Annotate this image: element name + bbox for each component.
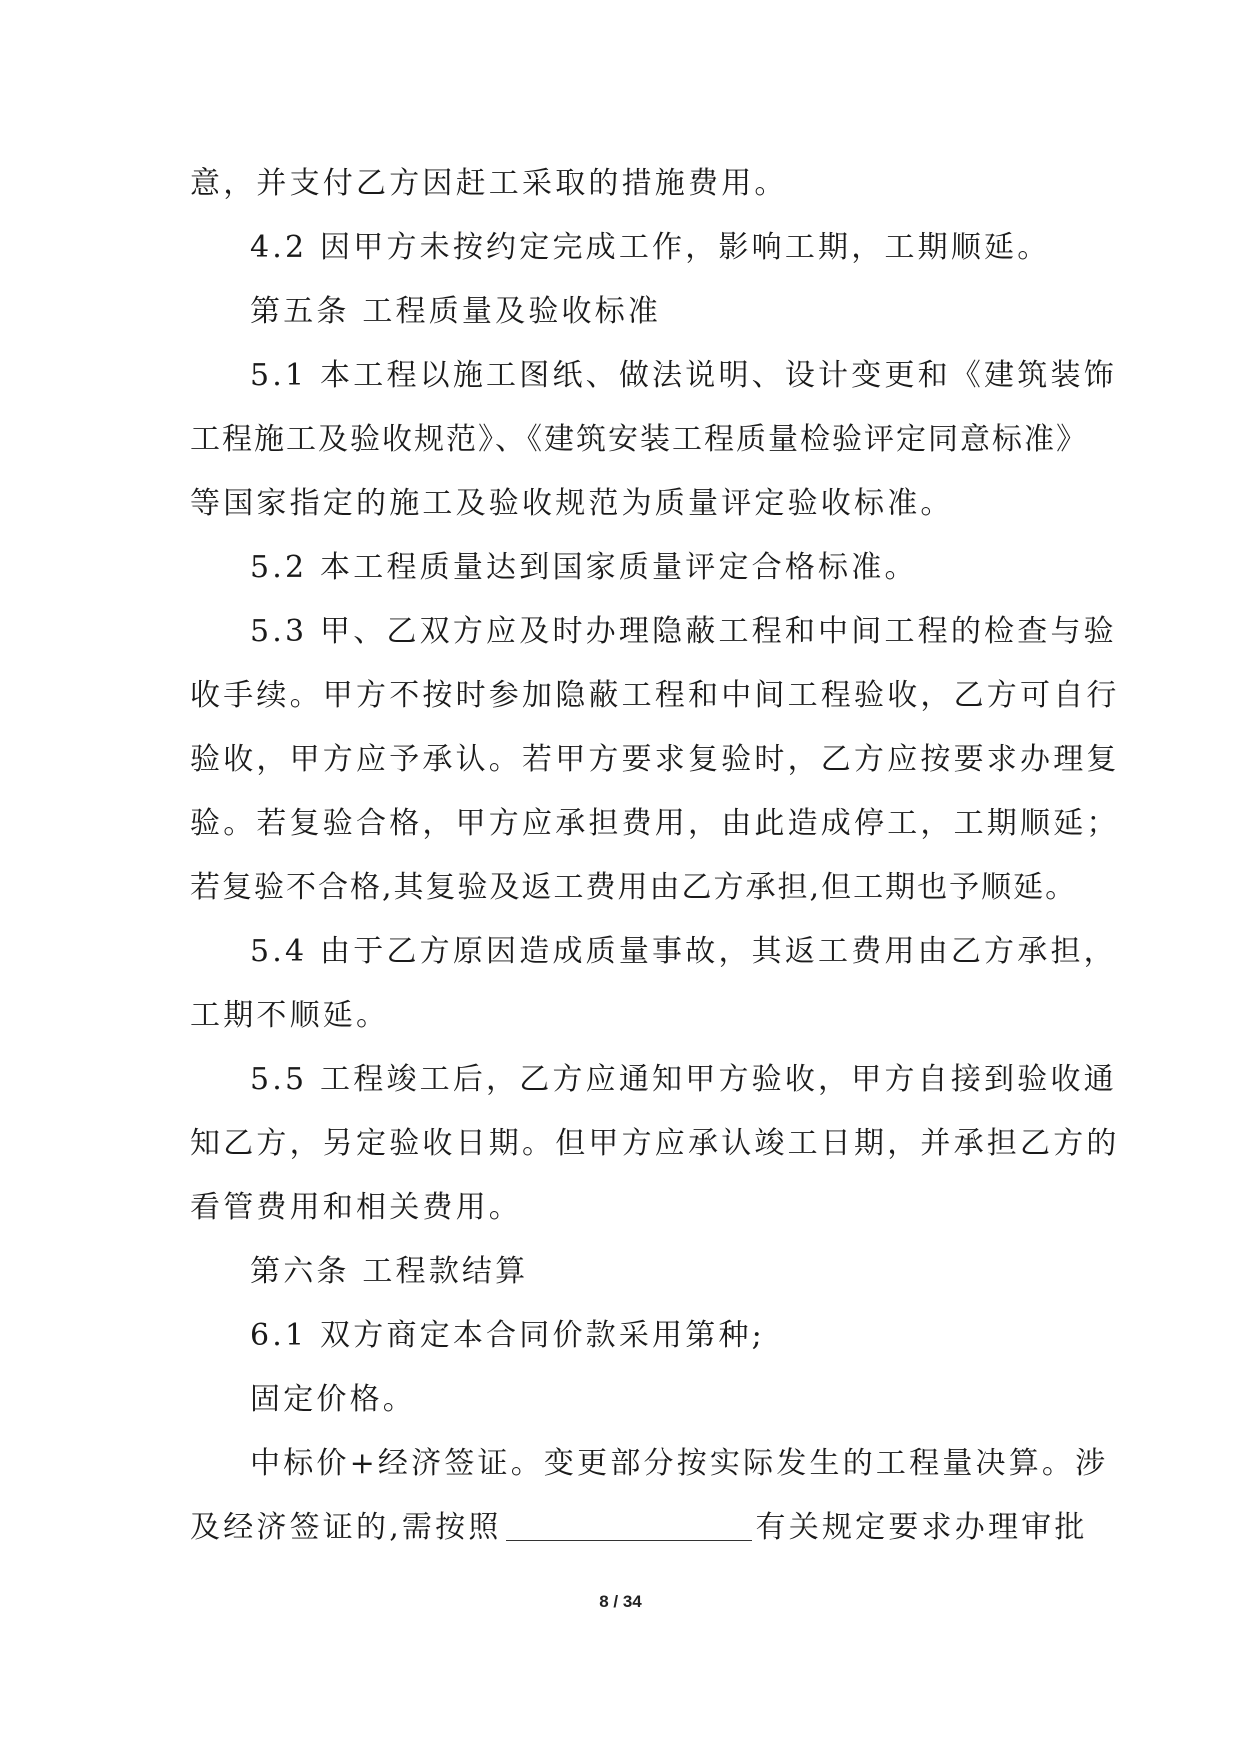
paragraph-line: 5.2 本工程质量达到国家质量评定合格标准。 [250,550,918,585]
paragraph-line: 5.4 由于乙方原因造成质量事故，其返工费用由乙方承担， [250,934,1117,969]
paragraph-line: 验。若复验合格，甲方应承担费用，由此造成停工，工期顺延； [190,806,1120,841]
paragraph-line: 等国家指定的施工及验收规范为质量评定验收标准。 [190,486,954,521]
paragraph-line: 5.1 本工程以施工图纸、做法说明、设计变更和《建筑装饰 [250,358,1117,393]
paragraph-line: 验收，甲方应予承认。若甲方要求复验时，乙方应按要求办理复 [190,742,1120,777]
line-text-before-blank: 及经济签证的,需按照 [190,1510,502,1545]
line-text-after-blank: 有关规定要求办理审批 [755,1510,1088,1545]
paragraph-line: 工期不顺延。 [190,998,390,1033]
page-number: 8 / 34 [599,1592,642,1611]
paragraph-line: 5.5 工程竣工后，乙方应通知甲方验收，甲方自接到验收通 [250,1062,1117,1097]
paragraph-line: 4.2 因甲方未按约定完成工作，影响工期，工期顺延。 [250,230,1051,265]
paragraph-line: 中标价+经济签证。变更部分按实际发生的工程量决算。涉 [250,1446,1109,1481]
section-heading: 第六条 工程款结算 [250,1254,529,1289]
fill-in-blank [506,1510,752,1541]
paragraph-line: 意，并支付乙方因赶工采取的措施费用。 [190,166,788,201]
paragraph-line: 知乙方，另定验收日期。但甲方应承认竣工日期，并承担乙方的 [190,1126,1120,1161]
paragraph-line: 6.1 双方商定本合同价款采用第种; [250,1318,765,1353]
paragraph-line: 5.3 甲、乙双方应及时办理隐蔽工程和中间工程的检查与验 [250,614,1117,649]
paragraph-line-with-blank [190,1496,1088,1560]
paragraph-line: 若复验不合格,其复验及返工费用由乙方承担,但工期也予顺延。 [190,870,1078,905]
paragraph-line: 工程施工及验收规范》、《建筑安装工程质量检验评定同意标准》 [190,422,1088,457]
document-body [190,152,1120,1560]
paragraph-line: 固定价格。 [250,1382,416,1417]
section-heading: 第五条 工程质量及验收标准 [250,294,662,329]
paragraph-line: 看管费用和相关费用。 [190,1190,522,1225]
paragraph-line: 收手续。甲方不按时参加隐蔽工程和中间工程验收，乙方可自行 [190,678,1120,713]
